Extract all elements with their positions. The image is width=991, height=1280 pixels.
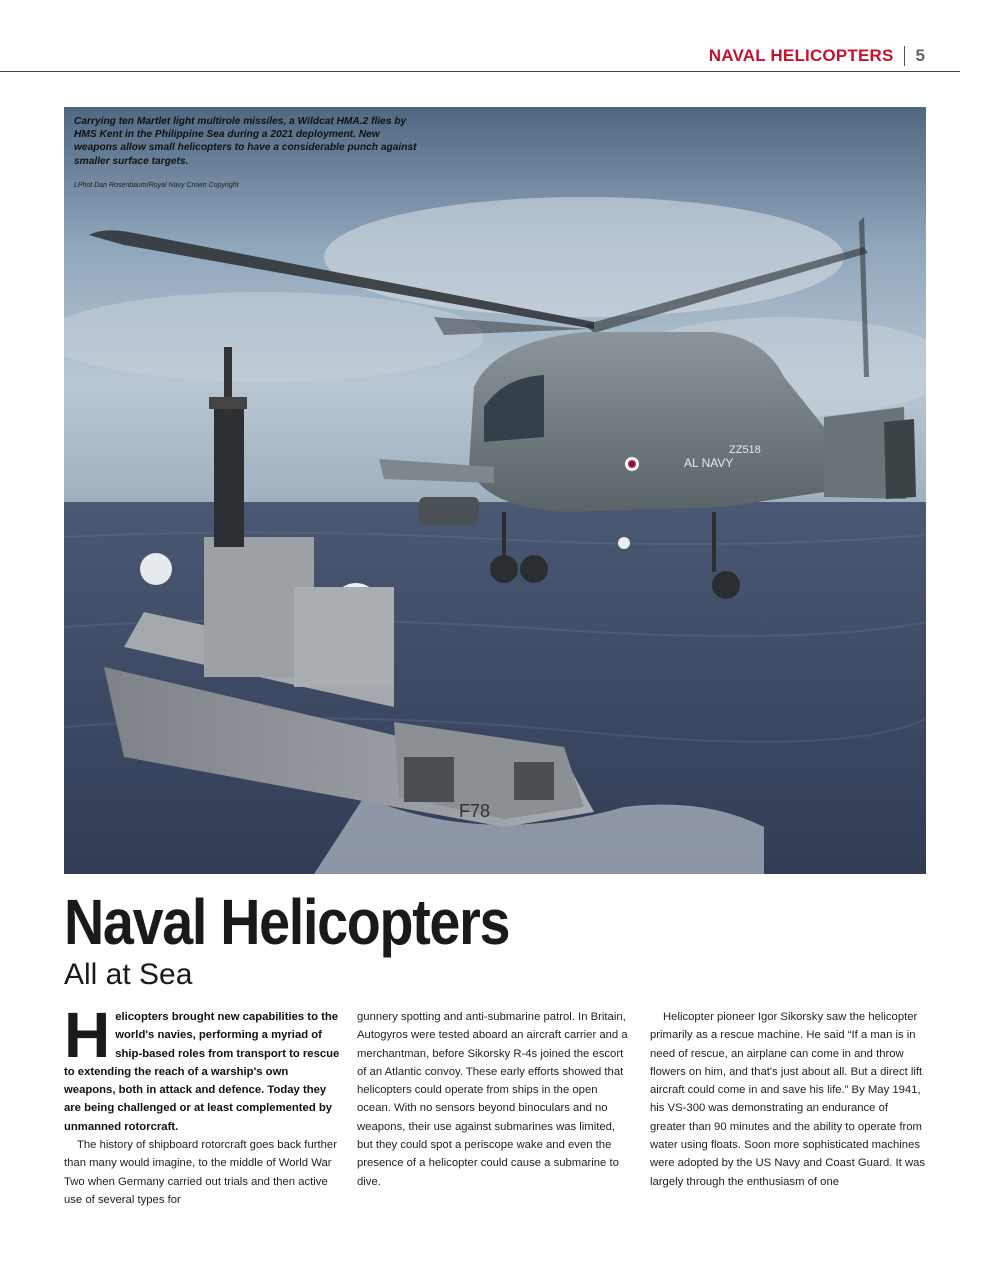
body-paragraph: Helicopter pioneer Igor Sikorsky saw the helicopter primarily as a rescue machine. He said “If a man is in need of rescue, an airplane can come in and throw flowers on him, and that's just about all. But a direct lift aircraft could come in and save his life.” By May 1941, his VS-300 was demonstrating an endurance of greater than 90 minutes and the ability to operate from water using floats. Soon more sophisticated machines were adopted by the US Navy and Coast Guard. It was largely through the enthusiasm of one	[650, 1011, 926, 1188]
section-title: NAVAL HELICOPTERS	[708, 46, 894, 65]
hull-number: F78	[459, 801, 491, 821]
text-column-2	[357, 1008, 633, 1191]
text-column-3	[650, 1008, 926, 1191]
body-paragraph: gunnery spotting and anti-submarine patrol. In Britain, Autogyros were tested aboard an aircraft carrier and a merchantman, before Sikorsky R-4s joined the escort of an Atlantic convoy. These early efforts showed that helicopters could operate from ships in the open ocean. With no sensors beyond binoculars and no weapons, their use against submarines was limited, but they could spot a periscope wake and even the presence of a helicopter could cause a submarine to dive.	[357, 1011, 628, 1188]
helicopter-serial: ZZ518	[729, 444, 761, 456]
cloud	[324, 197, 844, 317]
body-paragraph: The history of shipboard rotorcraft goes back further than many would imagine, to the middle of World War Two when Germany carried out trials and then active use of several types for	[64, 1139, 337, 1206]
article-subtitle: All at Sea	[64, 958, 193, 991]
header-divider	[904, 46, 905, 66]
drop-cap: H	[64, 999, 111, 1071]
photo-credit: LPhot Dan Rosenbaum/Royal Navy Crown Copyright	[74, 182, 239, 189]
hero-photo	[64, 107, 926, 874]
cloud	[64, 292, 484, 382]
helicopter-marking: AL NAVY	[684, 456, 734, 470]
text-column-1	[64, 999, 340, 1209]
helicopter-ship-illustration	[64, 107, 926, 874]
running-head	[709, 46, 925, 66]
header-rule	[0, 71, 960, 72]
article-title: Naval Helicopters	[64, 886, 510, 958]
lede-text: elicopters brought new capabilities to the world's navies, performing a myriad of ship-based roles from transport to rescue to extending the reach of a warship's own weapons, both in attack and defence. Today they are being challenged or at least complemented by unmanned rotorcraft.	[64, 1011, 340, 1133]
photo-caption: Carrying ten Martlet light multirole missiles, a Wildcat HMA.2 flies by HMS Kent in the Philippine Sea during a 2021 deployment. New weapons allow small helicopters to have a considerable punch against smaller surface targets.	[74, 116, 417, 167]
page-number: 5	[915, 46, 925, 65]
lede-paragraph	[64, 999, 340, 1136]
